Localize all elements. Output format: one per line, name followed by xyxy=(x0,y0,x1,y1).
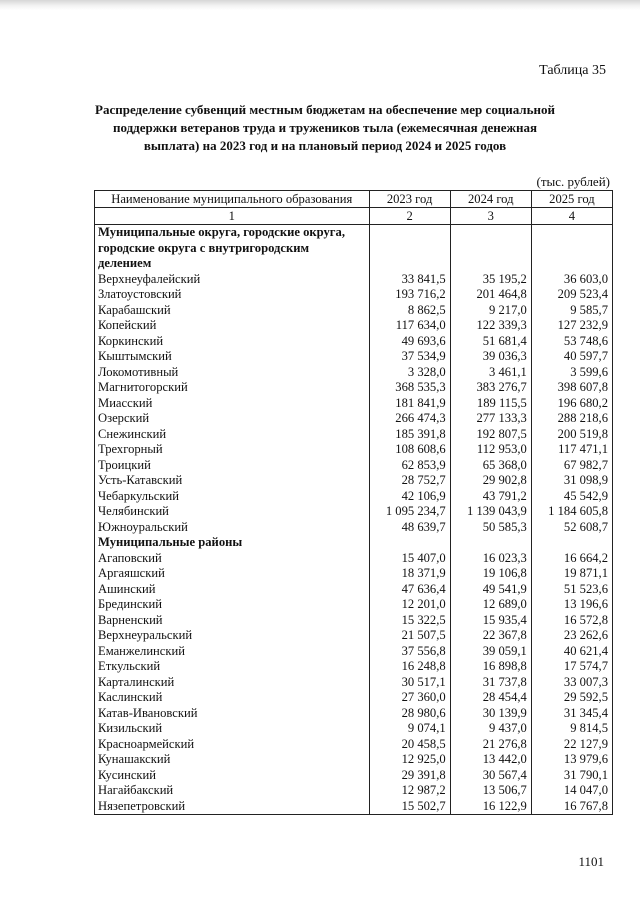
table-row xyxy=(95,799,613,815)
value-2023: 12 925,0 xyxy=(369,752,450,768)
table-row xyxy=(95,411,613,427)
table-row xyxy=(95,675,613,691)
table-row xyxy=(95,659,613,675)
value-2025: 14 047,0 xyxy=(531,783,612,799)
value-2024: 16 898,8 xyxy=(450,659,531,675)
table-header xyxy=(95,191,613,225)
value-2024: 13 506,7 xyxy=(450,783,531,799)
value-2024: 9 437,0 xyxy=(450,721,531,737)
municipality-name: Челябинский xyxy=(95,504,370,520)
table-row xyxy=(95,644,613,660)
municipality-name: Южноуральский xyxy=(95,520,370,536)
value-2025: 16 767,8 xyxy=(531,799,612,815)
value-2023: 9 074,1 xyxy=(369,721,450,737)
value-2025: 13 979,6 xyxy=(531,752,612,768)
municipality-name: Красноармейский xyxy=(95,737,370,753)
municipality-name: Усть-Катавский xyxy=(95,473,370,489)
table-row xyxy=(95,349,613,365)
value-2023: 117 634,0 xyxy=(369,318,450,334)
value-2023: 15 407,0 xyxy=(369,551,450,567)
table-row xyxy=(95,396,613,412)
table-number: Таблица 35 xyxy=(539,63,606,78)
value-2023: 62 853,9 xyxy=(369,458,450,474)
value-2023: 15 322,5 xyxy=(369,613,450,629)
page-number: 1101 xyxy=(578,854,604,869)
table-row xyxy=(95,504,613,520)
value-2024: 29 902,8 xyxy=(450,473,531,489)
table-row xyxy=(95,628,613,644)
value-2023: 30 517,1 xyxy=(369,675,450,691)
unit-label: (тыс. рублей) xyxy=(536,174,610,189)
table-row xyxy=(95,489,613,505)
table-row xyxy=(95,380,613,396)
column-header-2023: 2023 год xyxy=(369,191,450,208)
value-2023: 27 360,0 xyxy=(369,690,450,706)
value-2023: 3 328,0 xyxy=(369,365,450,381)
municipality-name: Карталинский xyxy=(95,675,370,691)
municipality-name: Кусинский xyxy=(95,768,370,784)
value-2023: 12 987,2 xyxy=(369,783,450,799)
municipality-name: Миасский xyxy=(95,396,370,412)
section-title: Муниципальные округа, городские округа, городские округа с внутригородским делением xyxy=(95,225,370,272)
value-2025: 36 603,0 xyxy=(531,272,612,288)
table-row xyxy=(95,334,613,350)
value-2023: 49 693,6 xyxy=(369,334,450,350)
value-2025: 196 680,2 xyxy=(531,396,612,412)
municipality-name: Коркинский xyxy=(95,334,370,350)
empty-cell xyxy=(369,225,450,272)
municipality-name: Магнитогорский xyxy=(95,380,370,396)
municipality-name: Варненский xyxy=(95,613,370,629)
municipality-name: Ашинский xyxy=(95,582,370,598)
empty-cell xyxy=(531,225,612,272)
value-2025: 3 599,6 xyxy=(531,365,612,381)
municipality-name: Катав-Ивановский xyxy=(95,706,370,722)
scan-top-edge xyxy=(0,0,640,10)
value-2024: 31 737,8 xyxy=(450,675,531,691)
column-number: 1 xyxy=(95,208,370,225)
value-2025: 67 982,7 xyxy=(531,458,612,474)
empty-cell xyxy=(369,535,450,551)
value-2025: 53 748,6 xyxy=(531,334,612,350)
value-2025: 31 790,1 xyxy=(531,768,612,784)
column-number: 4 xyxy=(531,208,612,225)
municipality-name: Еткульский xyxy=(95,659,370,675)
header-row xyxy=(95,191,613,208)
value-2025: 1 184 605,8 xyxy=(531,504,612,520)
value-2024: 30 567,4 xyxy=(450,768,531,784)
value-2024: 50 585,3 xyxy=(450,520,531,536)
value-2024: 9 217,0 xyxy=(450,303,531,319)
table-row xyxy=(95,318,613,334)
table-row xyxy=(95,566,613,582)
value-2024: 65 368,0 xyxy=(450,458,531,474)
table-row xyxy=(95,287,613,303)
column-header-2024: 2024 год xyxy=(450,191,531,208)
municipality-name: Нагайбакский xyxy=(95,783,370,799)
table-row xyxy=(95,783,613,799)
document-title: Распределение субвенций местным бюджетам на обеспечение мер социальной поддержки ветеранов труда и тружеников тыла (ежемесячная денежная выплата) на 2023 год и на плановый период 2024 и 2025 годов xyxy=(95,102,555,153)
municipality-name: Еманжелинский xyxy=(95,644,370,660)
value-2024: 12 689,0 xyxy=(450,597,531,613)
empty-cell xyxy=(450,225,531,272)
municipality-name: Кизильский xyxy=(95,721,370,737)
value-2025: 40 597,7 xyxy=(531,349,612,365)
value-2023: 33 841,5 xyxy=(369,272,450,288)
table-row xyxy=(95,427,613,443)
municipality-name: Кыштымский xyxy=(95,349,370,365)
value-2023: 1 095 234,7 xyxy=(369,504,450,520)
value-2024: 122 339,3 xyxy=(450,318,531,334)
value-2023: 16 248,8 xyxy=(369,659,450,675)
value-2023: 21 507,5 xyxy=(369,628,450,644)
value-2025: 19 871,1 xyxy=(531,566,612,582)
table-row xyxy=(95,706,613,722)
value-2024: 28 454,4 xyxy=(450,690,531,706)
value-2025: 127 232,9 xyxy=(531,318,612,334)
empty-cell xyxy=(450,535,531,551)
value-2024: 49 541,9 xyxy=(450,582,531,598)
municipality-name: Нязепетровский xyxy=(95,799,370,815)
value-2025: 9 585,7 xyxy=(531,303,612,319)
table-body xyxy=(95,225,613,815)
municipality-name: Чебаркульский xyxy=(95,489,370,505)
value-2023: 29 391,8 xyxy=(369,768,450,784)
municipality-name: Каслинский xyxy=(95,690,370,706)
table-row xyxy=(95,303,613,319)
value-2023: 28 980,6 xyxy=(369,706,450,722)
value-2024: 189 115,5 xyxy=(450,396,531,412)
value-2023: 185 391,8 xyxy=(369,427,450,443)
value-2023: 37 556,8 xyxy=(369,644,450,660)
value-2024: 39 059,1 xyxy=(450,644,531,660)
empty-cell xyxy=(531,535,612,551)
table-row xyxy=(95,752,613,768)
value-2025: 117 471,1 xyxy=(531,442,612,458)
municipality-name: Снежинский xyxy=(95,427,370,443)
value-2025: 29 592,5 xyxy=(531,690,612,706)
table-row xyxy=(95,365,613,381)
table-row xyxy=(95,272,613,288)
value-2023: 20 458,5 xyxy=(369,737,450,753)
value-2025: 9 814,5 xyxy=(531,721,612,737)
value-2024: 112 953,0 xyxy=(450,442,531,458)
value-2025: 398 607,8 xyxy=(531,380,612,396)
value-2025: 23 262,6 xyxy=(531,628,612,644)
value-2025: 16 664,2 xyxy=(531,551,612,567)
column-number: 3 xyxy=(450,208,531,225)
table-row xyxy=(95,458,613,474)
value-2025: 52 608,7 xyxy=(531,520,612,536)
value-2024: 16 023,3 xyxy=(450,551,531,567)
column-number-row xyxy=(95,208,613,225)
value-2025: 288 218,6 xyxy=(531,411,612,427)
value-2023: 181 841,9 xyxy=(369,396,450,412)
value-2024: 383 276,7 xyxy=(450,380,531,396)
value-2023: 18 371,9 xyxy=(369,566,450,582)
table-row xyxy=(95,473,613,489)
value-2023: 368 535,3 xyxy=(369,380,450,396)
value-2024: 22 367,8 xyxy=(450,628,531,644)
table-row xyxy=(95,721,613,737)
table-row xyxy=(95,551,613,567)
municipality-name: Копейский xyxy=(95,318,370,334)
section-header-row xyxy=(95,535,613,551)
table-row xyxy=(95,442,613,458)
value-2023: 108 608,6 xyxy=(369,442,450,458)
value-2023: 47 636,4 xyxy=(369,582,450,598)
value-2025: 40 621,4 xyxy=(531,644,612,660)
municipality-name: Златоустовский xyxy=(95,287,370,303)
value-2023: 37 534,9 xyxy=(369,349,450,365)
value-2024: 201 464,8 xyxy=(450,287,531,303)
value-2023: 8 862,5 xyxy=(369,303,450,319)
section-title: Муниципальные районы xyxy=(95,535,370,551)
municipality-name: Верхнеуфалейский xyxy=(95,272,370,288)
value-2025: 51 523,6 xyxy=(531,582,612,598)
value-2023: 193 716,2 xyxy=(369,287,450,303)
value-2023: 12 201,0 xyxy=(369,597,450,613)
value-2024: 192 807,5 xyxy=(450,427,531,443)
value-2024: 51 681,4 xyxy=(450,334,531,350)
value-2025: 209 523,4 xyxy=(531,287,612,303)
value-2025: 31 345,4 xyxy=(531,706,612,722)
value-2023: 266 474,3 xyxy=(369,411,450,427)
municipality-name: Верхнеуральский xyxy=(95,628,370,644)
section-header-row xyxy=(95,225,613,272)
value-2025: 200 519,8 xyxy=(531,427,612,443)
municipality-name: Карабашский xyxy=(95,303,370,319)
subvention-table xyxy=(94,190,613,815)
value-2024: 21 276,8 xyxy=(450,737,531,753)
table-row xyxy=(95,520,613,536)
value-2025: 16 572,8 xyxy=(531,613,612,629)
value-2025: 22 127,9 xyxy=(531,737,612,753)
value-2025: 17 574,7 xyxy=(531,659,612,675)
municipality-name: Агаповский xyxy=(95,551,370,567)
value-2023: 42 106,9 xyxy=(369,489,450,505)
table-row xyxy=(95,582,613,598)
value-2023: 28 752,7 xyxy=(369,473,450,489)
table-row xyxy=(95,690,613,706)
table-row xyxy=(95,768,613,784)
value-2025: 45 542,9 xyxy=(531,489,612,505)
table-row xyxy=(95,613,613,629)
municipality-name: Кунашакский xyxy=(95,752,370,768)
value-2024: 15 935,4 xyxy=(450,613,531,629)
value-2024: 19 106,8 xyxy=(450,566,531,582)
table-row xyxy=(95,597,613,613)
municipality-name: Троицкий xyxy=(95,458,370,474)
table-row xyxy=(95,737,613,753)
value-2023: 48 639,7 xyxy=(369,520,450,536)
value-2024: 3 461,1 xyxy=(450,365,531,381)
column-header-2025: 2025 год xyxy=(531,191,612,208)
value-2025: 31 098,9 xyxy=(531,473,612,489)
value-2025: 13 196,6 xyxy=(531,597,612,613)
value-2024: 35 195,2 xyxy=(450,272,531,288)
value-2024: 30 139,9 xyxy=(450,706,531,722)
value-2024: 277 133,3 xyxy=(450,411,531,427)
value-2024: 1 139 043,9 xyxy=(450,504,531,520)
value-2024: 16 122,9 xyxy=(450,799,531,815)
column-header-name: Наименование муниципального образования xyxy=(95,191,370,208)
municipality-name: Локомотивный xyxy=(95,365,370,381)
municipality-name: Трехгорный xyxy=(95,442,370,458)
municipality-name: Аргаяшский xyxy=(95,566,370,582)
value-2024: 43 791,2 xyxy=(450,489,531,505)
value-2024: 13 442,0 xyxy=(450,752,531,768)
value-2024: 39 036,3 xyxy=(450,349,531,365)
value-2025: 33 007,3 xyxy=(531,675,612,691)
municipality-name: Брединский xyxy=(95,597,370,613)
municipality-name: Озерский xyxy=(95,411,370,427)
column-number: 2 xyxy=(369,208,450,225)
value-2023: 15 502,7 xyxy=(369,799,450,815)
